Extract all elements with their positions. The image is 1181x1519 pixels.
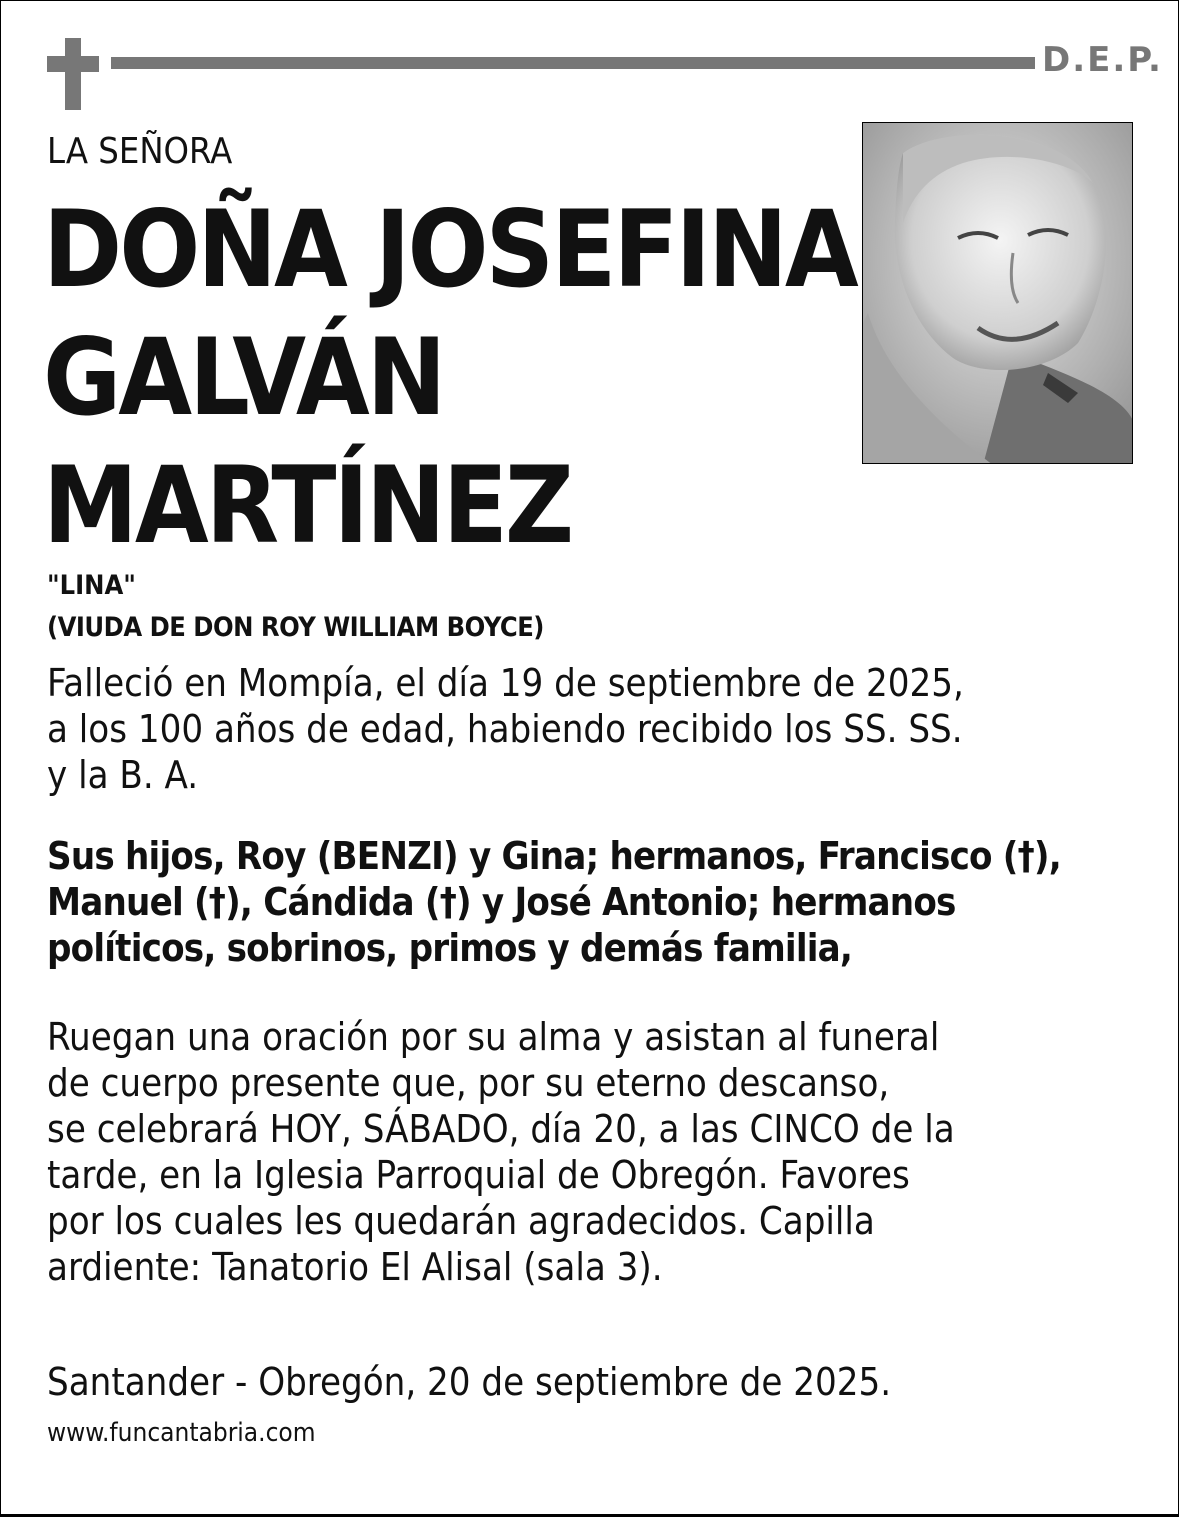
text-line: Sus hijos, Roy (BENZI) y Gina; hermanos, Francisco (†), — [47, 834, 1061, 878]
funeral-details — [47, 1014, 1142, 1290]
text-line: políticos, sobrinos, primos y demás familia, — [47, 926, 853, 970]
text-line: Ruegan una oración por su alma y asistan al funeral — [47, 1015, 940, 1059]
text-line: a los 100 años de edad, habiendo recibido los SS. SS. — [47, 707, 963, 751]
deceased-name — [43, 186, 856, 570]
text-line: se celebrará HOY, SÁBADO, día 20, a las CINCO de la — [47, 1107, 955, 1151]
name-line: DOÑA JOSEFINA — [43, 188, 856, 311]
header — [47, 38, 1163, 110]
portrait-photo — [862, 122, 1133, 464]
text-line: Manuel (†), Cándida (†) y José Antonio; hermanos — [47, 880, 956, 924]
family-list — [47, 833, 1142, 971]
death-notice — [47, 660, 1142, 798]
dep-label: D.E.P. — [1042, 40, 1163, 80]
header-rule — [111, 57, 1035, 69]
website-link[interactable]: www.funcantabria.com — [47, 1418, 316, 1448]
text-line: tarde, en la Iglesia Parroquial de Obregón. Favores — [47, 1153, 910, 1197]
name-line: GALVÁN — [43, 316, 444, 439]
text-line: Falleció en Mompía, el día 19 de septiembre de 2025, — [47, 661, 964, 705]
name-line: MARTÍNEZ — [43, 444, 572, 567]
widow-of: (VIUDA DE DON ROY WILLIAM BOYCE) — [47, 612, 544, 643]
text-line: de cuerpo presente que, por su eterno descanso, — [47, 1061, 890, 1105]
text-line: ardiente: Tanatorio El Alisal (sala 3). — [47, 1245, 663, 1289]
title-prefix: LA SEÑORA — [47, 131, 233, 172]
alias: "LINA" — [47, 570, 136, 601]
place-date: Santander - Obregón, 20 de septiembre de 2025. — [47, 1360, 892, 1404]
text-line: por los cuales les quedarán agradecidos. Capilla — [47, 1199, 875, 1243]
text-line: y la B. A. — [47, 753, 199, 797]
cross-icon — [47, 38, 99, 110]
